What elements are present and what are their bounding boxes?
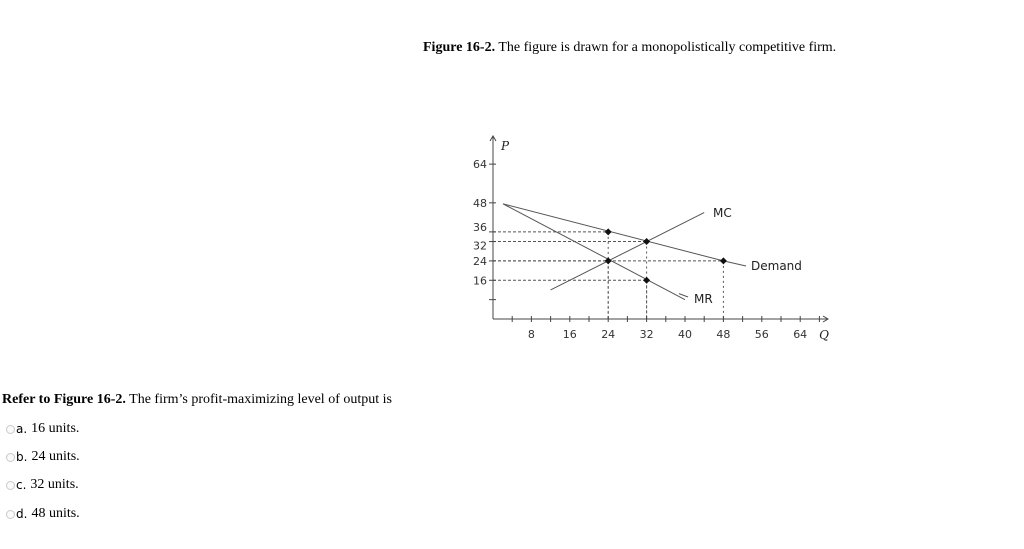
label-mc: MC [713, 206, 732, 220]
choice-b[interactable] [6, 449, 80, 465]
question-bold: Refer to Figure 16-2. [2, 392, 126, 407]
label-mr: MR [694, 292, 713, 306]
question-body: The firm’s profit-maximizing level of output is [125, 392, 392, 407]
figure-caption-text: The figure is drawn for a monopolistically competitive firm. [495, 40, 837, 55]
marked-point [720, 257, 727, 264]
choice-letter: c. [16, 478, 27, 492]
x-tick-label: 40 [678, 328, 692, 341]
x-tick-label: 56 [754, 328, 769, 341]
curve-mc [551, 213, 705, 290]
x-tick-label: 8 [527, 328, 535, 341]
x-axis-label: Q [819, 328, 829, 342]
question-text [2, 392, 392, 408]
y-tick-label: 64 [473, 158, 487, 172]
choice-text: 32 units. [30, 477, 79, 492]
radio-icon[interactable] [6, 425, 15, 434]
marked-point [605, 228, 612, 235]
choice-letter: d. [16, 507, 28, 521]
choice-a[interactable] [6, 421, 79, 437]
x-tick-label: 64 [793, 328, 808, 341]
label-demand: Demand [751, 259, 802, 273]
choice-text: 24 units. [31, 449, 80, 464]
x-tick-label: 32 [639, 328, 654, 341]
x-tick-label: 24 [601, 328, 616, 341]
curve-demand [503, 204, 723, 261]
marked-point [643, 238, 650, 245]
choice-text: 48 units. [31, 506, 80, 521]
y-tick-label: 24 [473, 254, 487, 268]
choice-c[interactable] [6, 477, 79, 493]
mr-leader [679, 294, 688, 297]
y-tick-label: 32 [473, 239, 487, 253]
y-axis-label: P [501, 139, 510, 153]
radio-icon[interactable] [6, 481, 15, 490]
choice-letter: a. [16, 422, 28, 436]
choice-letter: b. [16, 450, 28, 464]
curve-mr [503, 204, 685, 300]
radio-icon[interactable] [6, 453, 15, 462]
y-tick-label: 16 [473, 274, 487, 288]
choice-d[interactable] [6, 506, 80, 522]
choice-text: 16 units. [31, 421, 80, 436]
demand-leader [723, 261, 746, 266]
figure-caption-bold: Figure 16-2. [423, 40, 496, 55]
radio-icon[interactable] [6, 510, 15, 519]
x-tick-label: 48 [716, 328, 731, 341]
x-tick-label: 16 [562, 328, 577, 341]
y-tick-label: 36 [473, 220, 487, 234]
y-tick-label: 48 [473, 196, 487, 210]
